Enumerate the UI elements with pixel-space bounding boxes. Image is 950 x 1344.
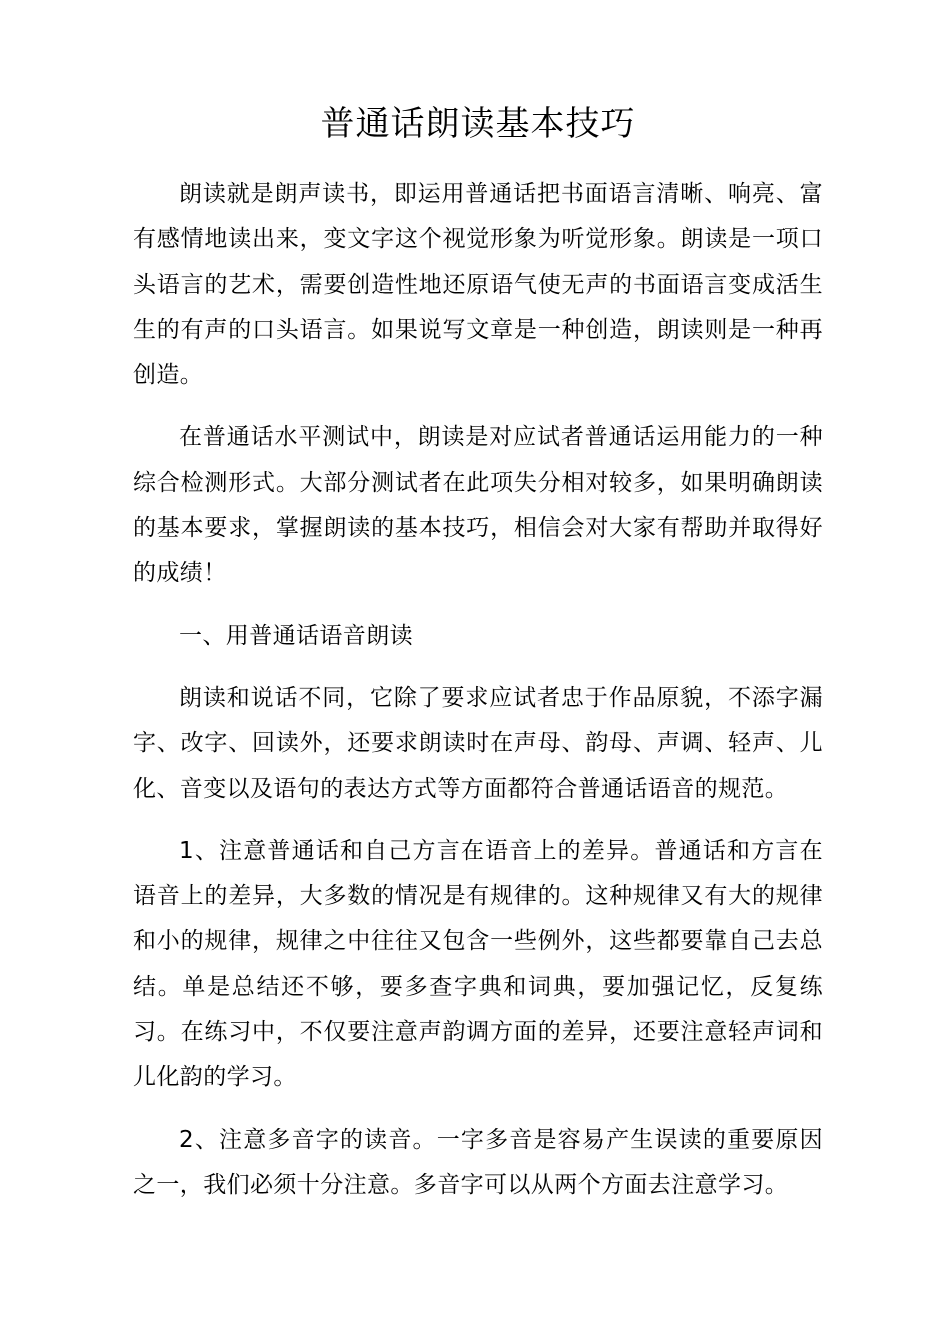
- paragraph-point-1: 1、注意普通话和自己方言在语音上的差异。普通话和方言在语音上的差异，大多数的情况是有规律的。这种规律又有大的规律和小的规律，规律之中往往又包含一些例外，这些都要靠自己去总结。单是总结还不够，要多查字典和词典，要加强记忆，反复练习。在练习中，不仅要注意声韵调方面的差异，还要注意轻声词和儿化韵的学习。: [133, 837, 823, 1091]
- paragraph-testing: 在普通话水平测试中，朗读是对应试者普通话运用能力的一种综合检测形式。大部分测试者在此项失分相对较多，如果明确朗读的基本要求，掌握朗读的基本技巧，相信会对大家有帮助并取得好的成绩！: [133, 424, 823, 587]
- paragraph-requirements: 朗读和说话不同，它除了要求应试者忠于作品原貌，不添字漏字、改字、回读外，还要求朗读时在声母、韵母、声调、轻声、儿化、音变以及语句的表达方式等方面都符合普通话语音的规范。: [133, 684, 823, 802]
- paragraph-intro: 朗读就是朗声读书，即运用普通话把书面语言清晰、响亮、富有感情地读出来，变文字这个视觉形象为听觉形象。朗读是一项口头语言的艺术，需要创造性地还原语气使无声的书面语言变成活生生的有声的口头语言。如果说写文章是一种创造，朗读则是一种再创造。: [133, 181, 823, 389]
- document-body: [133, 172, 823, 1225]
- section-heading-1: 一、用普通话语音朗读: [179, 622, 413, 649]
- paragraph-point-2: 2、注意多音字的读音。一字多音是容易产生误读的重要原因之一，我们必须十分注意。多音字可以从两个方面去注意学习。: [133, 1126, 823, 1198]
- document-title: 普通话朗读基本技巧: [320, 104, 636, 144]
